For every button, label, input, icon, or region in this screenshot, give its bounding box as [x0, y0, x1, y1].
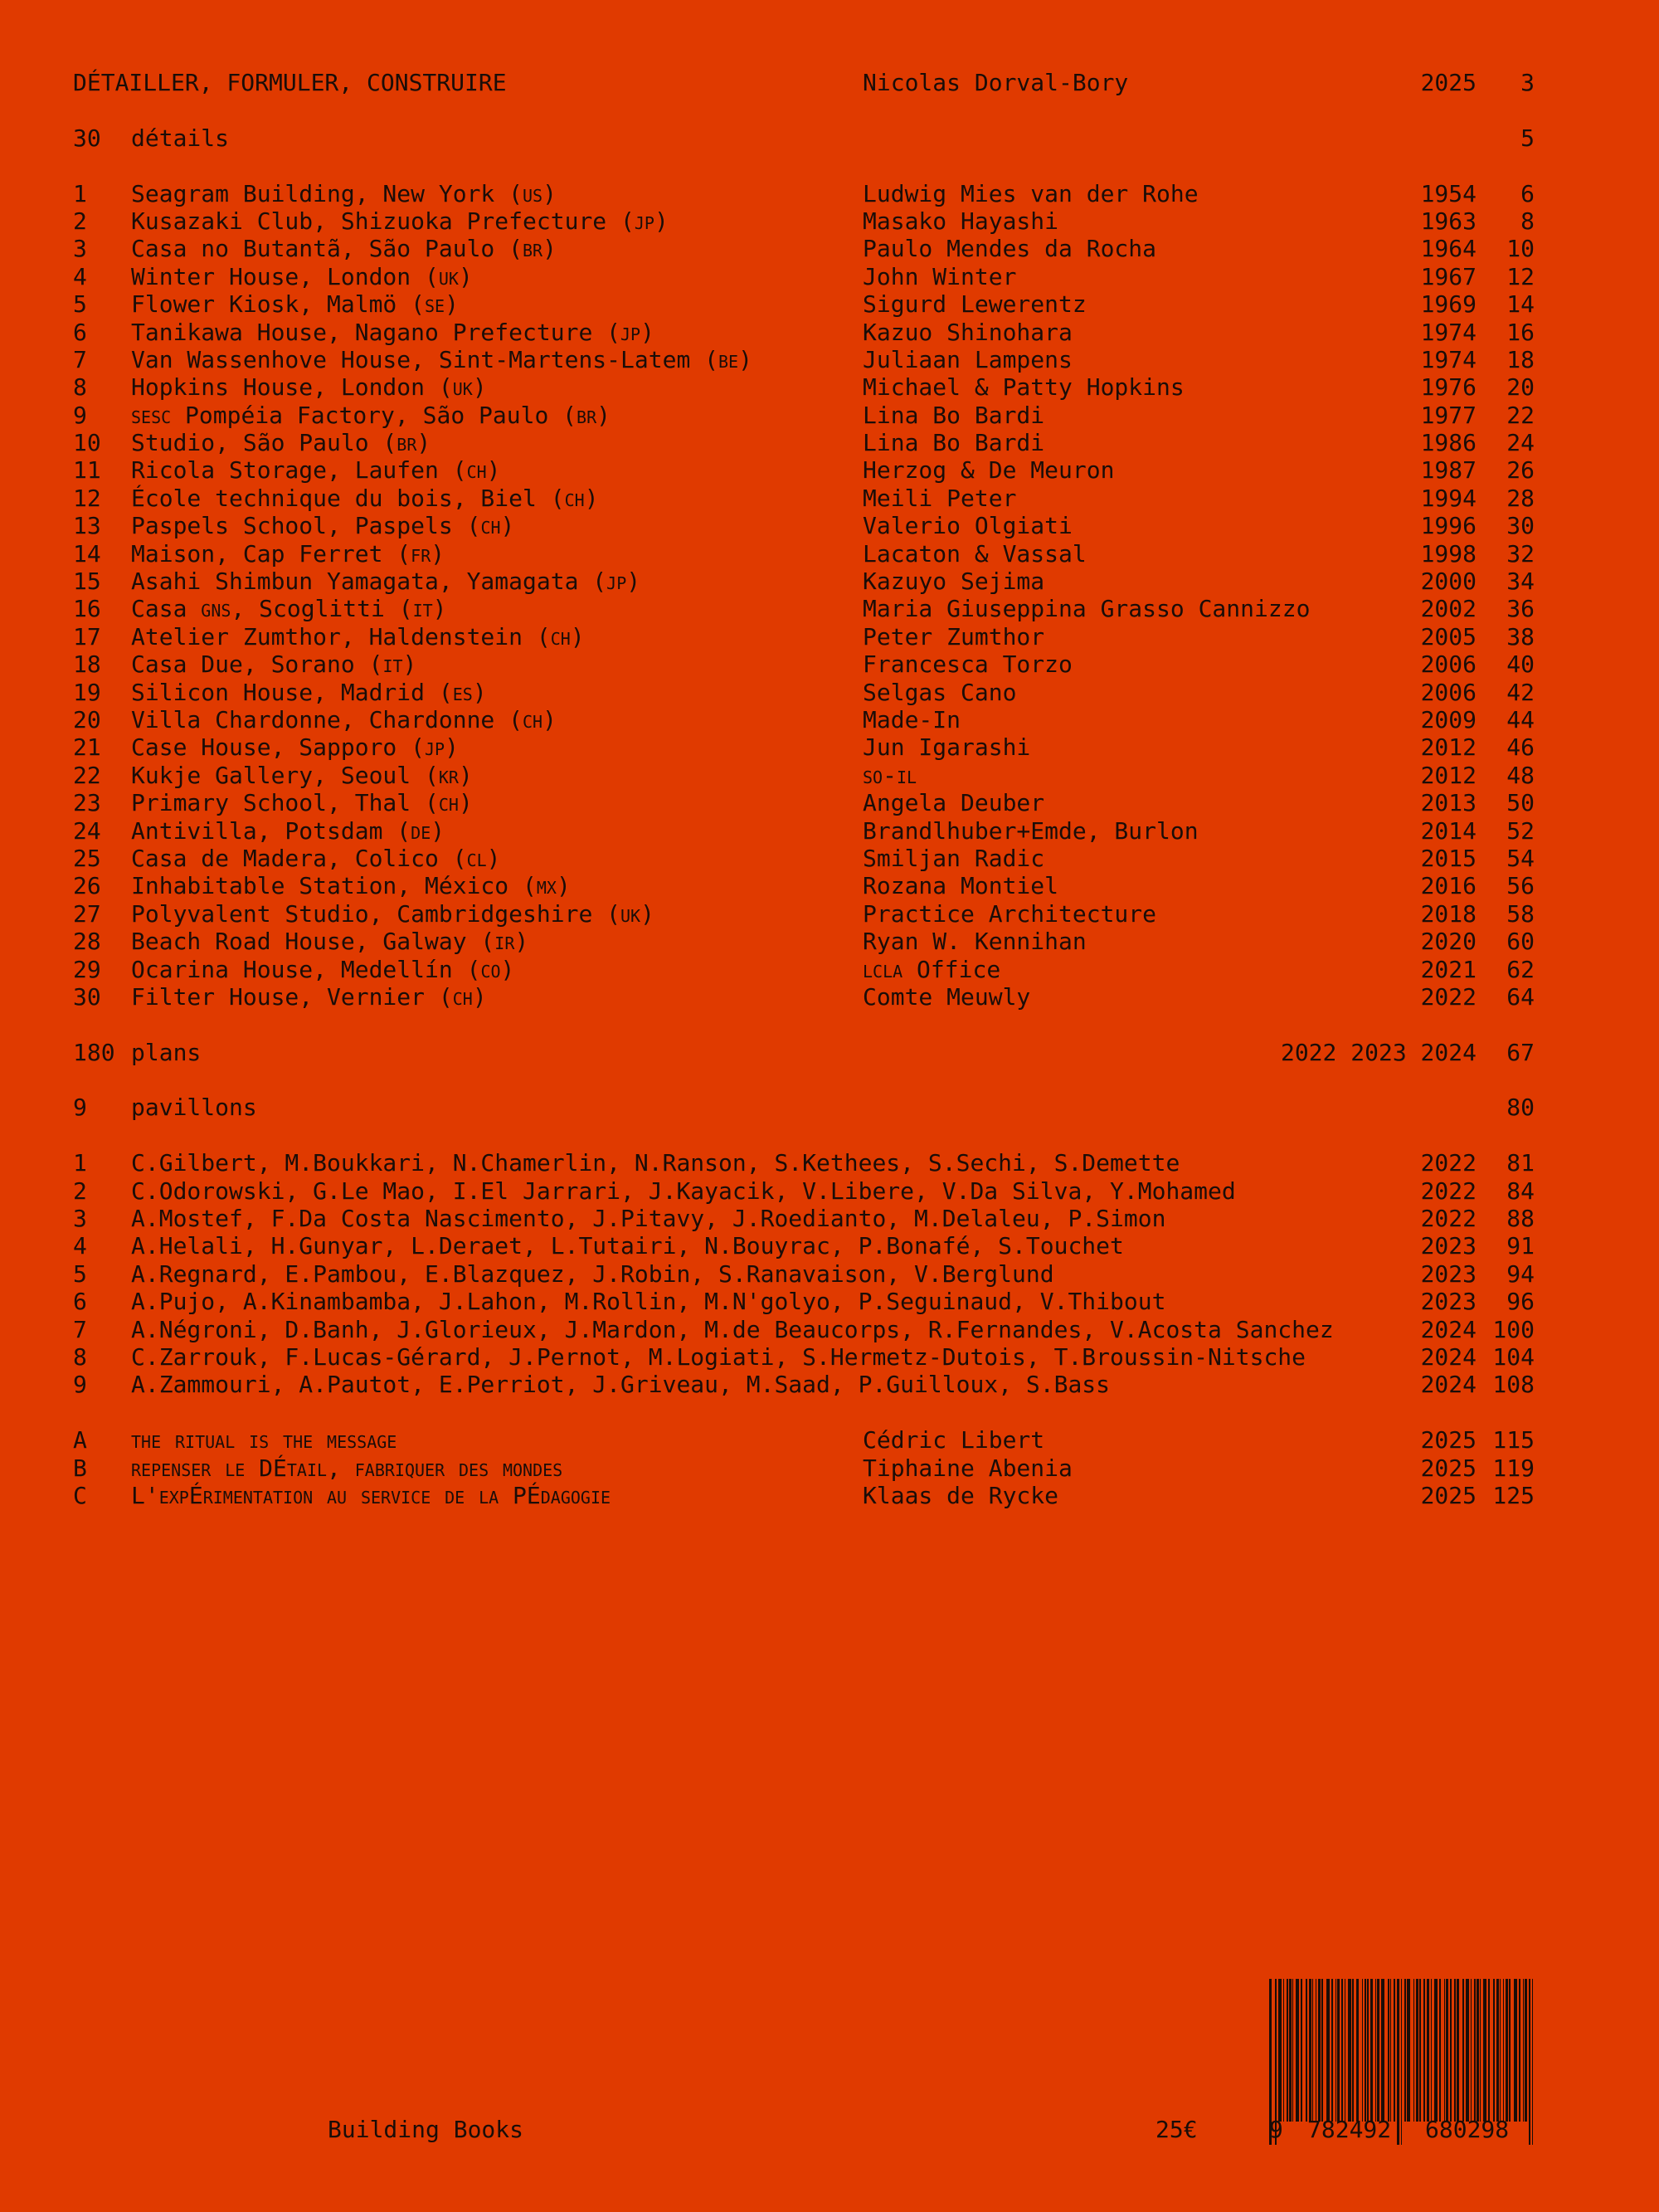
detail-entry — [73, 900, 1535, 928]
entry-number: 15 — [73, 568, 101, 596]
essays-list — [73, 1426, 1535, 1509]
detail-entry — [73, 346, 1535, 373]
pavilion-entry — [73, 1343, 1535, 1371]
entry-title: Antivilla, Potsdam (de) — [131, 816, 445, 845]
entry-year: 2022 — [1420, 1149, 1477, 1177]
entry-page: 34 — [1506, 568, 1535, 596]
entry-page: 108 — [1492, 1371, 1535, 1399]
pavilion-entry — [73, 1316, 1535, 1343]
entry-year: 2012 — [1420, 733, 1477, 762]
entry-page: 88 — [1506, 1205, 1535, 1233]
price: 25€ — [1155, 2116, 1198, 2143]
publisher-name: Building Books — [328, 2116, 524, 2143]
entry-year: 2025 — [1420, 1454, 1477, 1482]
detail-entry — [73, 872, 1535, 899]
entry-author: Sigurd Lewerentz — [863, 290, 1087, 319]
entry-page: 8 — [1520, 207, 1535, 235]
entry-author: Ludwig Mies van der Rohe — [863, 179, 1199, 207]
entry-number: 4 — [73, 262, 87, 290]
entry-title: Casa de Madera, Colico (cl) — [131, 844, 501, 872]
entry-page: 44 — [1506, 705, 1535, 733]
detail-entry — [73, 789, 1535, 816]
entry-title: Van Wassenhove House, Sint-Martens-Latem (be) — [131, 345, 752, 373]
entry-title: Primary School, Thal (ch) — [131, 789, 473, 817]
entry-page: 18 — [1506, 345, 1535, 373]
entry-number: 18 — [73, 650, 101, 679]
entry-number: 13 — [73, 512, 101, 540]
entry-number: B — [73, 1454, 87, 1482]
entry-title: Tanikawa House, Nagano Prefecture (jp) — [131, 318, 654, 346]
entry-page: 36 — [1506, 595, 1535, 623]
entry-author: Smiljan Radic — [863, 844, 1045, 872]
entry-title: Studio, São Paulo (br) — [131, 429, 431, 457]
section-page: 67 — [1506, 1038, 1535, 1066]
detail-entry — [73, 207, 1535, 235]
section-label: plans — [131, 1038, 202, 1066]
entry-title: Asahi Shimbun Yamagata, Yamagata (jp) — [131, 568, 641, 596]
section-page: 5 — [1520, 124, 1535, 152]
entry-year: 2016 — [1420, 872, 1477, 900]
entry-people: A.Mostef, F.Da Costa Nascimento, J.Pitavy, J.Roedianto, M.Delaleu, P.Simon — [131, 1205, 1166, 1233]
detail-entry — [73, 456, 1535, 484]
entry-year: 2018 — [1420, 899, 1477, 928]
entry-title: Polyvalent Studio, Cambridgeshire (uk) — [131, 899, 654, 928]
entry-number: 6 — [73, 1288, 87, 1316]
entry-year: 2005 — [1420, 622, 1477, 650]
entry-page: 32 — [1506, 539, 1535, 568]
entry-page: 50 — [1506, 789, 1535, 817]
barcode-digit-group-2: 680298 — [1425, 2116, 1510, 2143]
pavilion-entry — [73, 1149, 1535, 1177]
pavilions-section-heading — [73, 1094, 1535, 1121]
entry-page: 12 — [1506, 262, 1535, 290]
entry-author: Comte Meuwly — [863, 982, 1031, 1011]
section-years: 2022 2023 2024 — [1280, 1038, 1477, 1066]
entry-number: 6 — [73, 318, 87, 346]
detail-entry — [73, 568, 1535, 595]
entry-year: 2024 — [1420, 1371, 1477, 1399]
entry-page: 38 — [1506, 622, 1535, 650]
book-year: 2025 — [1420, 69, 1477, 96]
section-count: 9 — [73, 1094, 87, 1122]
entry-page: 24 — [1506, 429, 1535, 457]
entry-author: Brandlhuber+Emde, Burlon — [863, 816, 1199, 845]
section-label: détails — [131, 124, 230, 152]
entry-year: 2023 — [1420, 1232, 1477, 1260]
entry-page: 26 — [1506, 456, 1535, 485]
detail-entry — [73, 650, 1535, 678]
entry-year: 1967 — [1420, 262, 1477, 290]
entry-author: Maria Giuseppina Grasso Cannizzo — [863, 595, 1311, 623]
entry-year: 2006 — [1420, 678, 1477, 706]
book-page: 3 — [1520, 69, 1535, 96]
entry-title: Filter House, Vernier (ch) — [131, 982, 487, 1011]
entry-people: A.Helali, H.Gunyar, L.Deraet, L.Tutairi, N.Bouyrac, P.Bonafé, S.Touchet — [131, 1232, 1124, 1260]
entry-title: Ocarina House, Medellín (co) — [131, 955, 515, 983]
entry-number: 3 — [73, 1205, 87, 1233]
detail-entry — [73, 180, 1535, 207]
entry-page: 42 — [1506, 678, 1535, 706]
entry-year: 1976 — [1420, 373, 1477, 402]
essay-entry — [73, 1426, 1535, 1454]
pavilions-list — [73, 1149, 1535, 1399]
entry-year: 2025 — [1420, 1426, 1477, 1454]
entry-title: Casa gns, Scoglitti (it) — [131, 595, 447, 623]
detail-entry — [73, 290, 1535, 318]
detail-entry — [73, 263, 1535, 290]
section-count: 30 — [73, 124, 101, 152]
entry-page: 6 — [1520, 179, 1535, 207]
entry-number: 11 — [73, 456, 101, 485]
entry-author: Tiphaine Abenia — [863, 1454, 1073, 1482]
entry-author: Francesca Torzo — [863, 650, 1073, 679]
entry-year: 1963 — [1420, 207, 1477, 235]
detail-entry — [73, 733, 1535, 761]
entry-year: 2002 — [1420, 595, 1477, 623]
entry-title: Case House, Sapporo (jp) — [131, 733, 459, 762]
entry-author: Peter Zumthor — [863, 622, 1045, 650]
entry-title: Ricola Storage, Laufen (ch) — [131, 456, 501, 485]
entry-author: Lina Bo Bardi — [863, 401, 1045, 429]
entry-title: Silicon House, Madrid (es) — [131, 678, 487, 706]
entry-number: 30 — [73, 982, 101, 1011]
entry-page: 10 — [1506, 235, 1535, 263]
entry-author: Paulo Mendes da Rocha — [863, 235, 1157, 263]
entry-number: 26 — [73, 872, 101, 900]
entry-number: 28 — [73, 928, 101, 956]
detail-entry — [73, 485, 1535, 512]
detail-entry — [73, 319, 1535, 346]
entry-author: Rozana Montiel — [863, 872, 1059, 900]
detail-entry — [73, 235, 1535, 262]
barcode-digit-prefix: 9 — [1269, 2116, 1283, 2143]
entry-year: 2023 — [1420, 1288, 1477, 1316]
entry-page: 81 — [1506, 1149, 1535, 1177]
entry-year: 2022 — [1420, 1205, 1477, 1233]
pavilion-entry — [73, 1260, 1535, 1288]
entry-year: 1994 — [1420, 484, 1477, 512]
entry-author: Kazuo Shinohara — [863, 318, 1073, 346]
detail-entry — [73, 956, 1535, 983]
detail-entry — [73, 706, 1535, 733]
entry-number: 5 — [73, 1259, 87, 1288]
entry-number: 23 — [73, 789, 101, 817]
entry-number: 8 — [73, 373, 87, 402]
entry-number: 10 — [73, 429, 101, 457]
detail-entry — [73, 928, 1535, 955]
entry-page: 30 — [1506, 512, 1535, 540]
entry-title: Winter House, London (uk) — [131, 262, 473, 290]
section-page: 80 — [1506, 1094, 1535, 1122]
entry-year: 2020 — [1420, 928, 1477, 956]
entry-people: A.Pujo, A.Kinambamba, J.Lahon, M.Rollin, M.N'golyo, P.Seguinaud, V.Thibout — [131, 1288, 1166, 1316]
entry-number: 1 — [73, 1149, 87, 1177]
entry-title: Inhabitable Station, México (mx) — [131, 872, 571, 900]
entry-year: 2013 — [1420, 789, 1477, 817]
pavilion-entry — [73, 1371, 1535, 1398]
entry-number: 2 — [73, 207, 87, 235]
entry-number: 12 — [73, 484, 101, 512]
entry-author: Ryan W. Kennihan — [863, 928, 1087, 956]
essay-entry — [73, 1482, 1535, 1509]
detail-entry — [73, 373, 1535, 401]
entry-page: 52 — [1506, 816, 1535, 845]
entry-page: 48 — [1506, 761, 1535, 789]
entry-people: C.Zarrouk, F.Lucas-Gérard, J.Pernot, M.Logiati, S.Hermetz-Dutois, T.Broussin-Nitsche — [131, 1342, 1306, 1371]
entry-year: 2014 — [1420, 816, 1477, 845]
entry-author: Cédric Libert — [863, 1426, 1045, 1454]
entry-year: 2021 — [1420, 955, 1477, 983]
entry-title: Flower Kiosk, Malmö (se) — [131, 290, 459, 319]
detail-entry — [73, 402, 1535, 429]
entry-year: 2012 — [1420, 761, 1477, 789]
entry-page: 28 — [1506, 484, 1535, 512]
entry-page: 91 — [1506, 1232, 1535, 1260]
entry-author: John Winter — [863, 262, 1017, 290]
entry-page: 40 — [1506, 650, 1535, 679]
entry-title: Maison, Cap Ferret (fr) — [131, 539, 445, 568]
entry-people: C.Odorowski, G.Le Mao, I.El Jarrari, J.Kayacik, V.Libere, V.Da Silva, Y.Mohamed — [131, 1177, 1236, 1205]
entry-page: 100 — [1492, 1315, 1535, 1343]
entry-author: Masako Hayashi — [863, 207, 1059, 235]
entry-author: Herzog & De Meuron — [863, 456, 1115, 485]
entry-number: 20 — [73, 705, 101, 733]
entry-author: lcla Office — [863, 955, 1001, 983]
entry-number: 5 — [73, 290, 87, 319]
entry-year: 2009 — [1420, 705, 1477, 733]
detail-entry — [73, 429, 1535, 456]
entry-number: 29 — [73, 955, 101, 983]
entry-number: 7 — [73, 1315, 87, 1343]
entry-year: 2023 — [1420, 1259, 1477, 1288]
entry-title: Kukje Gallery, Seoul (kr) — [131, 761, 473, 789]
entry-number: 9 — [73, 401, 87, 429]
detail-entry — [73, 983, 1535, 1011]
entry-number: 21 — [73, 733, 101, 762]
entry-author: Lacaton & Vassal — [863, 539, 1087, 568]
entry-page: 64 — [1506, 982, 1535, 1011]
details-list — [73, 180, 1535, 1011]
entry-number: 27 — [73, 899, 101, 928]
entry-page: 22 — [1506, 401, 1535, 429]
entry-title: Kusazaki Club, Shizuoka Prefecture (jp) — [131, 207, 669, 235]
entry-author: so-il — [863, 761, 917, 789]
entry-title: École technique du bois, Biel (ch) — [131, 484, 599, 512]
header-row — [73, 69, 1535, 96]
entry-year: 1986 — [1420, 429, 1477, 457]
entry-title: Seagram Building, New York (us) — [131, 179, 557, 207]
entry-author: Angela Deuber — [863, 789, 1045, 817]
detail-entry — [73, 845, 1535, 872]
entry-year: 2000 — [1420, 568, 1477, 596]
entry-people: A.Regnard, E.Pambou, E.Blazquez, J.Robin, S.Ranavaison, V.Berglund — [131, 1259, 1054, 1288]
entry-author: Michael & Patty Hopkins — [863, 373, 1185, 402]
entry-year: 1974 — [1420, 318, 1477, 346]
barcode-digit-group-1: 782492 — [1307, 2116, 1392, 2143]
entry-year: 2025 — [1420, 1481, 1477, 1509]
section-count: 180 — [73, 1038, 115, 1066]
entry-number: 14 — [73, 539, 101, 568]
table-of-contents — [73, 69, 1535, 1509]
entry-year: 2006 — [1420, 650, 1477, 679]
entry-page: 104 — [1492, 1342, 1535, 1371]
entry-number: 17 — [73, 622, 101, 650]
entry-number: 2 — [73, 1177, 87, 1205]
entry-year: 1954 — [1420, 179, 1477, 207]
pavilion-entry — [73, 1177, 1535, 1205]
pavilion-entry — [73, 1232, 1535, 1259]
entry-page: 16 — [1506, 318, 1535, 346]
entry-page: 119 — [1492, 1454, 1535, 1482]
pavilion-entry — [73, 1205, 1535, 1232]
entry-page: 60 — [1506, 928, 1535, 956]
entry-page: 84 — [1506, 1177, 1535, 1205]
entry-number: C — [73, 1481, 87, 1509]
entry-page: 56 — [1506, 872, 1535, 900]
entry-year: 1974 — [1420, 345, 1477, 373]
entry-page: 14 — [1506, 290, 1535, 319]
entry-year: 1969 — [1420, 290, 1477, 319]
entry-number: 24 — [73, 816, 101, 845]
entry-title: repenser le DÉtail, fabriquer des mondes — [131, 1454, 563, 1482]
entry-number: 22 — [73, 761, 101, 789]
section-label: pavillons — [131, 1094, 257, 1122]
entry-number: 16 — [73, 595, 101, 623]
entry-year: 2015 — [1420, 844, 1477, 872]
entry-number: 3 — [73, 235, 87, 263]
entry-people: A.Négroni, D.Banh, J.Glorieux, J.Mardon, M.de Beaucorps, R.Fernandes, V.Acosta Sanchez — [131, 1315, 1334, 1343]
details-section-heading — [73, 124, 1535, 152]
entry-number: 25 — [73, 844, 101, 872]
entry-author: Meili Peter — [863, 484, 1017, 512]
detail-entry — [73, 762, 1535, 789]
entry-author: Juliaan Lampens — [863, 345, 1073, 373]
entry-author: Made-In — [863, 705, 961, 733]
entry-page: 115 — [1492, 1426, 1535, 1454]
pavilion-entry — [73, 1288, 1535, 1315]
detail-entry — [73, 595, 1535, 622]
entry-people: C.Gilbert, M.Boukkari, N.Chamerlin, N.Ranson, S.Kethees, S.Sechi, S.Demette — [131, 1149, 1180, 1177]
entry-title: Casa no Butantã, São Paulo (br) — [131, 235, 557, 263]
entry-title: Beach Road House, Galway (ir) — [131, 928, 529, 956]
entry-page: 54 — [1506, 844, 1535, 872]
plans-section-heading — [73, 1039, 1535, 1066]
entry-title: Hopkins House, London (uk) — [131, 373, 487, 402]
essay-entry — [73, 1454, 1535, 1482]
entry-number: 19 — [73, 678, 101, 706]
entry-number: 1 — [73, 179, 87, 207]
entry-title: sesc Pompéia Factory, São Paulo (br) — [131, 401, 611, 429]
entry-year: 1987 — [1420, 456, 1477, 485]
entry-title: Casa Due, Sorano (it) — [131, 650, 417, 679]
entry-year: 1996 — [1420, 512, 1477, 540]
entry-author: Lina Bo Bardi — [863, 429, 1045, 457]
entry-title: Paspels School, Paspels (ch) — [131, 512, 515, 540]
entry-year: 1998 — [1420, 539, 1477, 568]
detail-entry — [73, 679, 1535, 706]
entry-title: Atelier Zumthor, Haldenstein (ch) — [131, 622, 585, 650]
entry-author: Klaas de Rycke — [863, 1481, 1059, 1509]
entry-year: 1964 — [1420, 235, 1477, 263]
entry-author: Selgas Cano — [863, 678, 1017, 706]
detail-entry — [73, 817, 1535, 845]
detail-entry — [73, 512, 1535, 539]
entry-number: A — [73, 1426, 87, 1454]
entry-number: 4 — [73, 1232, 87, 1260]
entry-people: A.Zammouri, A.Pautot, E.Perriot, J.Griveau, M.Saad, P.Guilloux, S.Bass — [131, 1371, 1111, 1399]
entry-author: Valerio Olgiati — [863, 512, 1073, 540]
entry-year: 2024 — [1420, 1342, 1477, 1371]
entry-year: 1977 — [1420, 401, 1477, 429]
entry-page: 46 — [1506, 733, 1535, 762]
entry-page: 96 — [1506, 1288, 1535, 1316]
entry-year: 2022 — [1420, 1177, 1477, 1205]
detail-entry — [73, 540, 1535, 568]
entry-title: the ritual is the message — [131, 1426, 397, 1454]
entry-page: 94 — [1506, 1259, 1535, 1288]
entry-author: Kazuyo Sejima — [863, 568, 1045, 596]
detail-entry — [73, 623, 1535, 650]
entry-author: Practice Architecture — [863, 899, 1157, 928]
entry-title: L'expÉrimentation au service de la PÉdagogie — [131, 1481, 611, 1509]
entry-title: Villa Chardonne, Chardonne (ch) — [131, 705, 557, 733]
entry-number: 8 — [73, 1342, 87, 1371]
entry-page: 58 — [1506, 899, 1535, 928]
entry-page: 125 — [1492, 1481, 1535, 1509]
entry-number: 7 — [73, 345, 87, 373]
entry-year: 2022 — [1420, 982, 1477, 1011]
book-author: Nicolas Dorval-Bory — [863, 69, 1129, 96]
book-title: DÉTAILLER, FORMULER, CONSTRUIRE — [73, 69, 507, 96]
entry-author: Jun Igarashi — [863, 733, 1031, 762]
entry-number: 9 — [73, 1371, 87, 1399]
entry-page: 20 — [1506, 373, 1535, 402]
entry-year: 2024 — [1420, 1315, 1477, 1343]
entry-page: 62 — [1506, 955, 1535, 983]
